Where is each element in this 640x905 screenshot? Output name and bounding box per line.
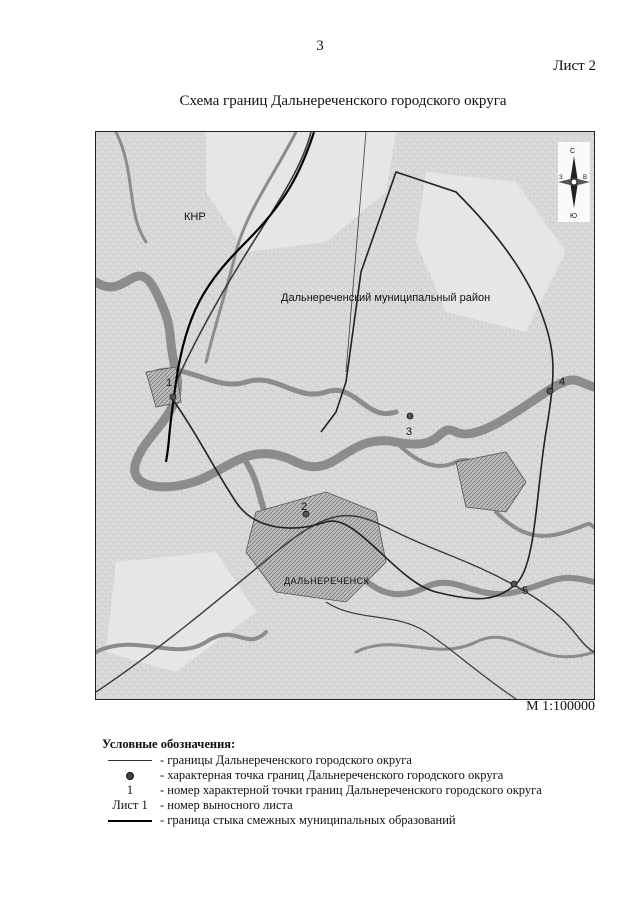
legend-symbol-junction	[102, 820, 158, 822]
label-china: КНР	[184, 211, 206, 223]
compass-rose	[558, 142, 590, 222]
legend-text-point: - характерная точка границ Дальнереченского городского округа	[160, 768, 504, 782]
legend-text-sheet: - номер выносного листа	[160, 798, 293, 812]
scale-label: М 1:100000	[526, 699, 595, 714]
boundary-point-3[interactable]	[407, 413, 413, 419]
legend-row-junction	[102, 813, 602, 828]
legend-symbol-point	[102, 772, 158, 780]
legend	[102, 737, 602, 828]
line-symbol-icon	[108, 760, 152, 761]
point-label-5: 5	[522, 585, 529, 597]
legend-text-junction: - граница стыка смежных муниципальных образований	[160, 813, 456, 827]
label-district: Дальнереченский муниципальный район	[281, 292, 491, 304]
legend-symbol-sheet: Лист 1	[112, 798, 148, 812]
point-symbol-icon	[126, 772, 134, 780]
map-canvas	[96, 132, 594, 699]
compass-west: З	[559, 175, 563, 181]
legend-row-point-number	[102, 783, 602, 798]
boundary-point-1[interactable]	[170, 394, 176, 400]
point-label-3: 3	[406, 426, 413, 438]
legend-text-boundary: - границы Дальнереченского городского округа	[160, 753, 412, 767]
compass-south: Ю	[570, 213, 578, 220]
legend-title: Условные обозначения:	[102, 737, 236, 751]
thick-line-symbol-icon	[108, 820, 152, 822]
page-number: 3	[316, 38, 324, 54]
label-city: ДАЛЬНЕРЕЧЕНСК	[284, 576, 370, 586]
compass-north: С	[570, 148, 576, 155]
legend-row-boundary	[102, 753, 602, 768]
point-label-1: 1	[166, 377, 173, 389]
boundary-point-5[interactable]	[511, 581, 517, 587]
map-frame[interactable]	[95, 131, 595, 700]
boundary-point-4[interactable]	[547, 388, 553, 394]
sheet-label: Лист 2	[553, 58, 596, 74]
legend-symbol-number: 1	[126, 783, 134, 797]
point-label-2: 2	[301, 501, 308, 513]
compass-east: В	[583, 175, 588, 181]
map-title: Схема границ Дальнереченского городского округа	[179, 93, 507, 109]
point-label-4: 4	[559, 376, 566, 388]
legend-symbol-boundary	[102, 760, 158, 761]
legend-text-point-number: - номер характерной точки границ Дальнереченского городского округа	[160, 783, 542, 797]
legend-row-sheet	[102, 798, 602, 813]
legend-row-point	[102, 768, 602, 783]
